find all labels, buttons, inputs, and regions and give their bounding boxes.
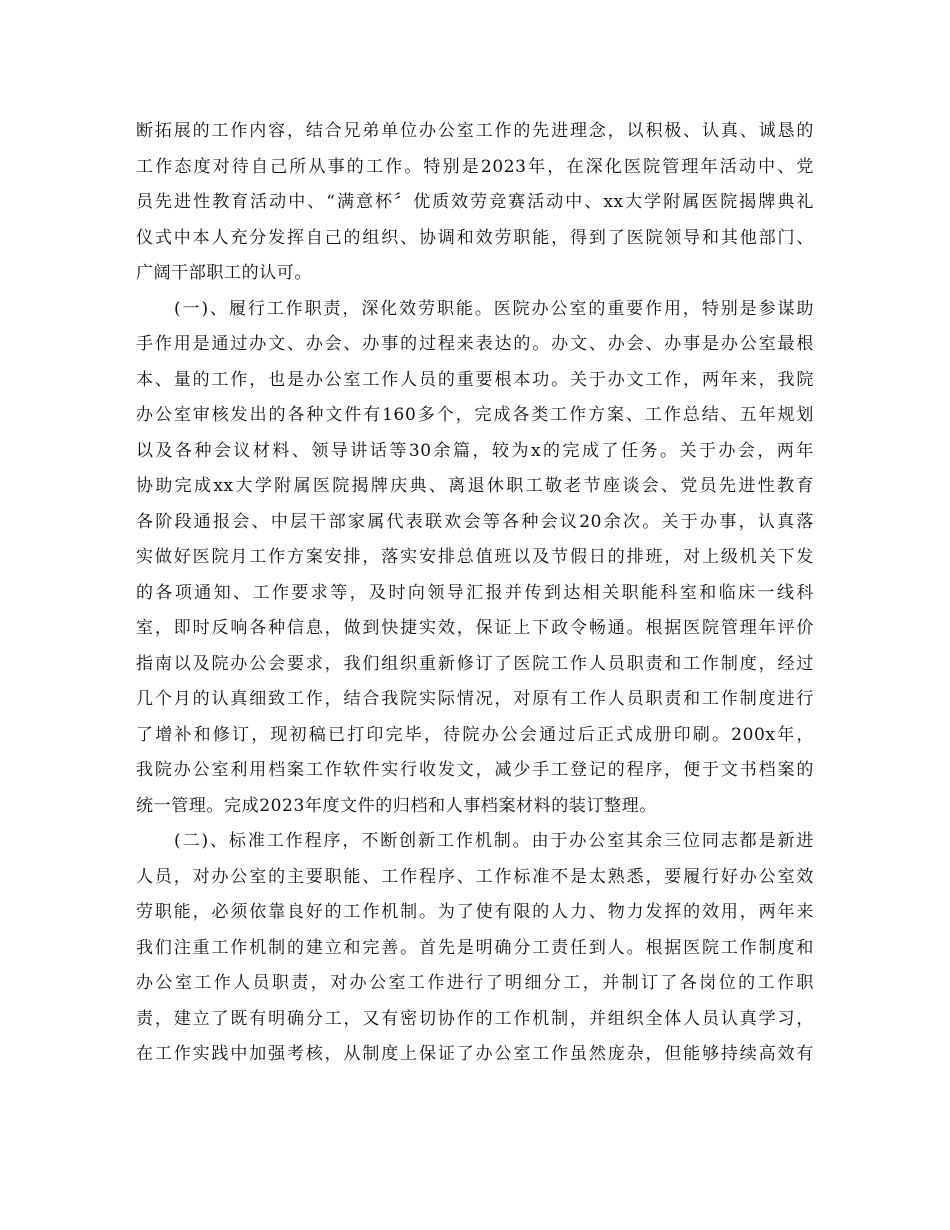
text-line: 员先进性教育活动中、“满意杯〞优质效劳竞赛活动中、xx大学附属医院揭牌典礼	[136, 192, 814, 212]
text-line: 协助完成xx大学附属医院揭牌庆典、离退休职工敬老节座谈会、党员先进性教育	[136, 476, 814, 496]
text-line: 工作态度对待自己所从事的工作。特别是2023年，在深化医院管理年活动中、党	[136, 156, 814, 177]
text-line: 办公室工作人员职责，对办公室工作进行了明细分工，并制订了各岗位的工作职	[136, 973, 814, 993]
text-line: 了增补和修订，现初稿已打印完毕，待院办公会通过后正式成册印刷。200x年，	[136, 724, 814, 745]
text-line: 手作用是通过办文、办会、办事的过程来表达的。办文、办会、办事是办公室最根	[136, 334, 814, 354]
text-line: 仪式中本人充分发挥自己的组织、协调和效劳职能，得到了医院领导和其他部门、	[136, 227, 814, 248]
text-line: 统一管理。完成2023年度文件的归档和人事档案材料的装订整理。	[136, 795, 657, 816]
text-line: 几个月的认真细致工作，结合我院实际情况，对原有工作人员职责和工作制度进行	[136, 689, 814, 709]
text-line: 本、量的工作，也是办公室工作人员的重要根本功。关于办文工作，两年来，我院	[136, 369, 814, 390]
text-line: 断拓展的工作内容，结合兄弟单位办公室工作的先进理念，以积极、认真、诚恳的	[136, 121, 814, 141]
text-line: 的各项通知、工作要求等，及时向领导汇报并传到达相关职能科室和临床一线科	[136, 582, 814, 603]
text-line: 我们注重工作机制的建立和完善。首先是明确分工责任到人。根据医院工作制度和	[136, 937, 814, 958]
text-line: 指南以及院办公会要求，我们组织重新修订了医院工作人员职责和工作制度，经过	[136, 653, 814, 674]
text-line: 室，即时反响各种信息，做到快捷实效，保证上下政令畅通。根据医院管理年评价	[136, 618, 814, 638]
paragraph-1	[136, 114, 814, 292]
paragraph-2	[136, 292, 814, 825]
paragraph-3	[136, 824, 814, 1073]
document-body	[136, 114, 814, 1073]
text-line: 各阶段通报会、中层干部家属代表联欢会等各种会议20余次。关于办事，认真落	[136, 511, 814, 532]
text-line: 人员，对办公室的主要职能、工作程序、工作标准不是太熟悉，要履行好办公室效	[136, 866, 814, 887]
text-line: 劳职能，必须依靠良好的工作机制。为了使有限的人力、物力发挥的效用，两年来	[136, 902, 814, 922]
text-line: 以及各种会议材料、领导讲话等30余篇，较为x的完成了任务。关于办会，两年	[136, 440, 814, 461]
text-line: 责，建立了既有明确分工，又有密切协作的工作机制，并组织全体人员认真学习，	[136, 1008, 814, 1029]
text-line: 广阔干部职工的认可。	[136, 263, 312, 283]
text-line: 在工作实践中加强考核，从制度上保证了办公室工作虽然庞杂，但能够持续高效有	[136, 1044, 814, 1064]
text-line: 办公室审核发出的各种文件有160多个，完成各类工作方案、工作总结、五年规划	[136, 405, 814, 425]
text-line: (一)、履行工作职责，深化效劳职能。医院办公室的重要作用，特别是参谋助	[174, 298, 814, 319]
text-line: 我院办公室利用档案工作软件实行收发文，减少手工登记的程序，便于文书档案的	[136, 760, 814, 780]
text-line: 实做好医院月工作方案安排，落实安排总值班以及节假日的排班，对上级机关下发	[136, 547, 814, 567]
text-line: (二)、标准工作程序，不断创新工作机制。由于办公室其余三位同志都是新进	[174, 831, 814, 851]
